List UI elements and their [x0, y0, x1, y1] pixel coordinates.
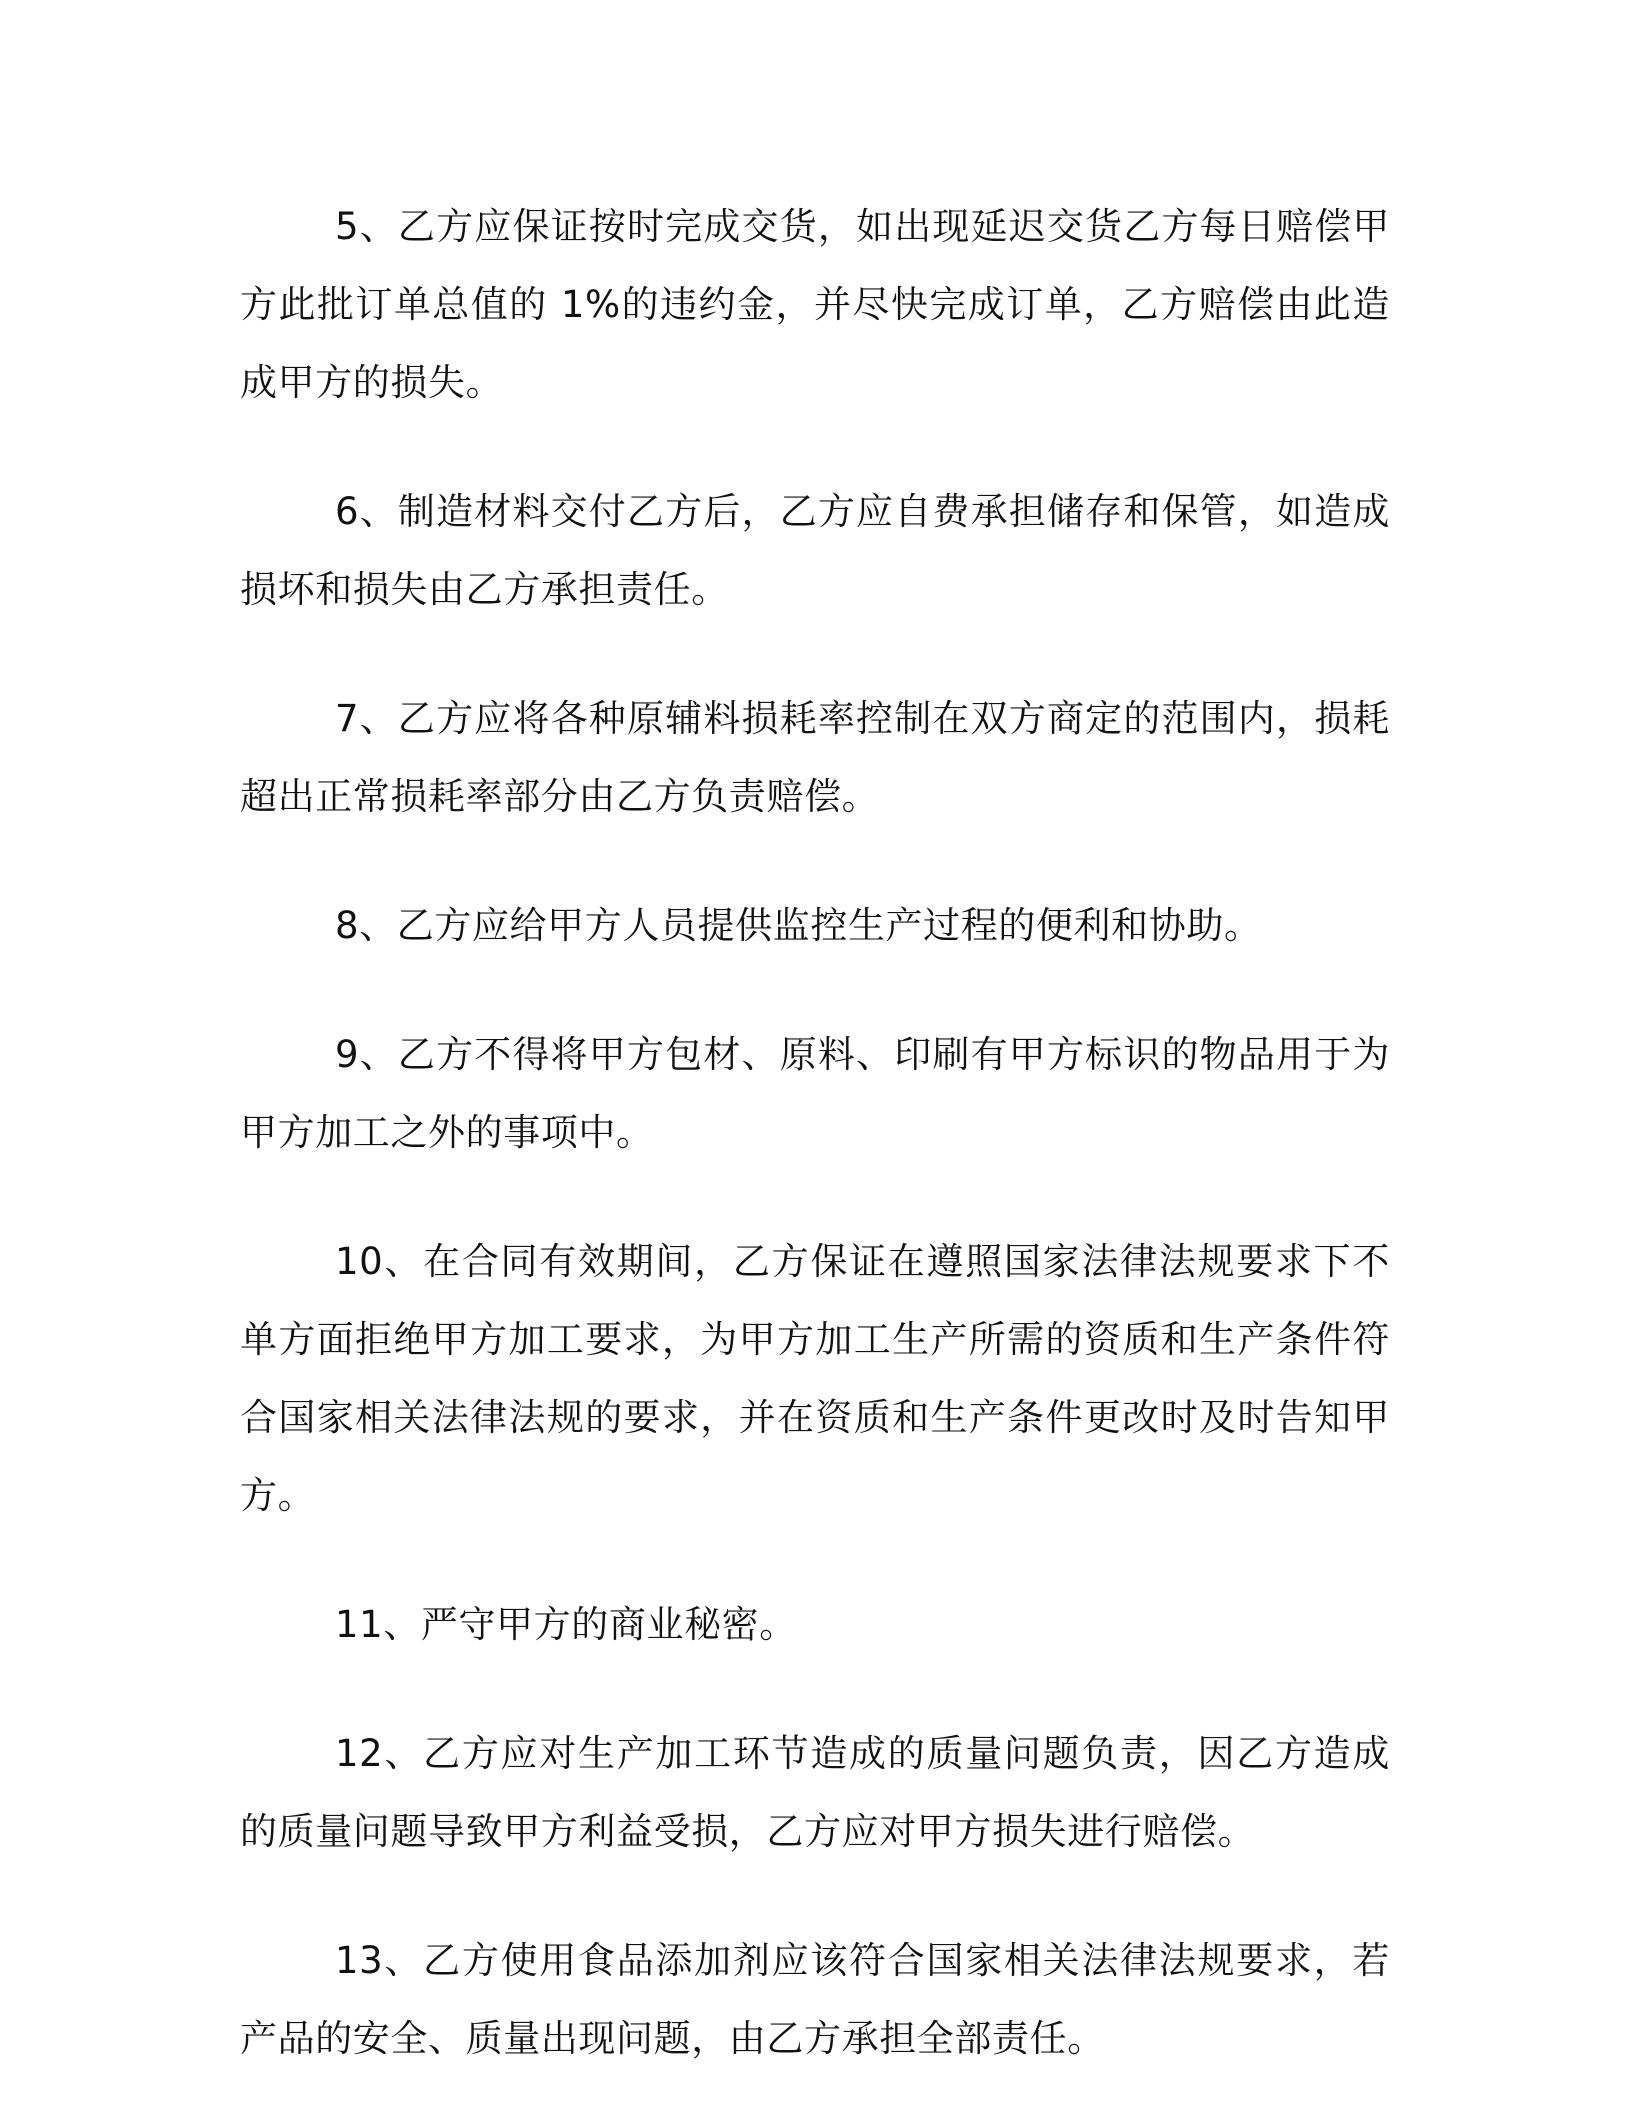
document-body — [240, 188, 1390, 2078]
clause-12: 12、乙方应对生产加工环节造成的质量问题负责，因乙方造成的质量问题导致甲方利益受损，乙方应对甲方损失进行赔偿。 — [240, 1732, 1390, 1853]
clause-13: 13、乙方使用食品添加剂应该符合国家相关法律法规要求，若产品的安全、质量出现问题，由乙方承担全部责任。 — [240, 1939, 1390, 2060]
clause-6: 6、制造材料交付乙方后，乙方应自费承担储存和保管，如造成损坏和损失由乙方承担责任。 — [240, 490, 1390, 611]
clause-8: 8、乙方应给甲方人员提供监控生产过程的便利和协助。 — [335, 904, 1262, 947]
clause-9: 9、乙方不得将甲方包材、原料、印刷有甲方标识的物品用于为甲方加工之外的事项中。 — [240, 1033, 1390, 1154]
clause-7: 7、乙方应将各种原辅料损耗率控制在双方商定的范围内，损耗超出正常损耗率部分由乙方负责赔偿。 — [240, 697, 1390, 818]
clause-10: 10、在合同有效期间，乙方保证在遵照国家法律法规要求下不单方面拒绝甲方加工要求，为甲方加工生产所需的资质和生产条件符合国家相关法律法规的要求，并在资质和生产条件更改时及时告知甲方。 — [240, 1240, 1390, 1517]
clause-11: 11、严守甲方的商业秘密。 — [335, 1603, 797, 1646]
clause-5: 5、乙方应保证按时完成交货，如出现延迟交货乙方每日赔偿甲方此批订单总值的 1%的违约金，并尽快完成订单，乙方赔偿由此造成甲方的损失。 — [240, 205, 1390, 404]
